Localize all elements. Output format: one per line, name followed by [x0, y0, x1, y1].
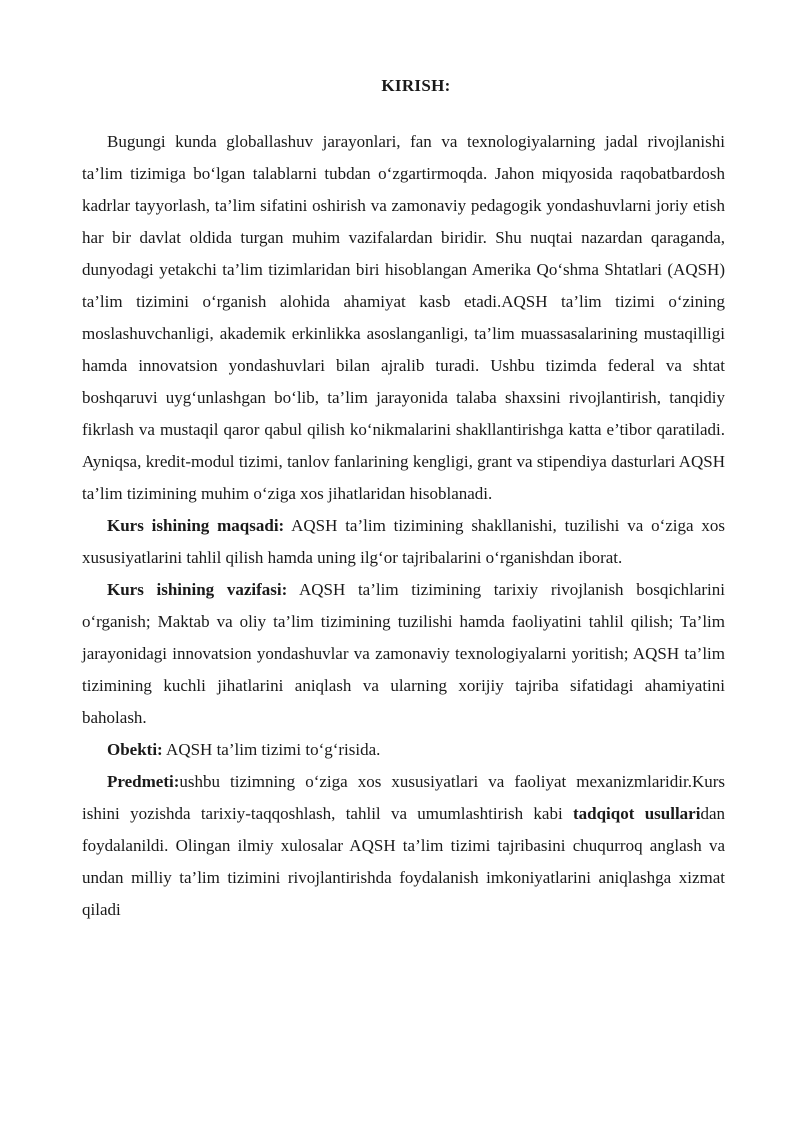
tasks-label: Kurs ishining vazifasi: [107, 580, 288, 599]
subject-label: Predmeti: [107, 772, 180, 791]
goal-paragraph [82, 510, 725, 574]
goal-text: AQSH ta’lim tizimining shakllanishi, tuzilishi va o‘ziga xos xususiyatlarini tahlil qilish hamda uning ilg‘or tajribalarini o‘rganishdan iborat. [82, 516, 725, 567]
tasks-paragraph [82, 574, 725, 734]
subject-paragraph [82, 766, 725, 926]
object-text: AQSH ta’lim tizimi to‘g‘risida. [162, 740, 381, 759]
document-body [82, 126, 725, 926]
subject-text-after: dan foydalanildi. Olingan ilmiy xulosalar AQSH ta’lim tizimi tajribasini chuqurroq anglash va undan milliy ta’lim tizimini rivojlantirishda foydalanish imkoniyatlarini aniqlashga xizmat qiladi [82, 804, 725, 919]
subject-text-before: ushbu tizimning o‘ziga xos xususiyatlari va faoliyat mexanizmlaridir.Kurs ishini yozishda tarixiy-taqqoshlash, tahlil va umumlashtirish kabi [82, 772, 725, 823]
intro-paragraph: Bugungi kunda globallashuv jarayonlari, fan va texnologiyalarning jadal rivojlanishi ta’lim tizimiga bo‘lgan talablarni tubdan o‘zgartirmoqda. Jahon miqyosida raqobatbardosh kadrlar tayyorlash, ta’lim sifatini oshirish va zamonaviy pedagogik yondashuvlarni joriy etish har bir davlat oldida turgan muhim vazifalardan biridir. Shu nuqtai nazardan qaraganda, dunyodagi yetakchi ta’lim tizimlaridan biri hisoblangan Amerika Qo‘shma Shtatlari (AQSH) ta’lim tizimini o‘rganish alohida ahamiyat kasb etadi.AQSH ta’lim tizimi o‘zining moslashuvchanligi, akademik erkinlikka asoslanganligi, ta’lim muassasalarining mustaqilligi hamda innovatsion yondashuvlari bilan ajralib turadi. Ushbu tizimda federal va shtat boshqaruvi uyg‘unlashgan bo‘lib, ta’lim jarayonida talaba shaxsini rivojlantirish, tanqidiy fikrlash va mustaqil qaror qabul qilish ko‘nikmalarini shakllantirishga katta e’tibor qaratiladi. Ayniqsa, kredit-modul tizimi, tanlov fanlarining kengligi, grant va stipendiya dasturlari AQSH ta’lim tizimining muhim o‘ziga xos jihatlaridan hisoblanadi. [82, 132, 725, 503]
goal-label: Kurs ishining maqsadi: [107, 516, 285, 535]
object-label: Obekti: [107, 740, 163, 759]
object-paragraph [82, 734, 725, 766]
tasks-text: AQSH ta’lim tizimining tarixiy rivojlanish bosqichlarini o‘rganish; Maktab va oliy ta’lim tizimining tuzilishi hamda faoliyatini tahlil qilish; Ta’lim jarayonidagi innovatsion yondashuvlar va zamonaviy texnologiyalarni yoritish; AQSH ta’lim tizimining kuchli jihatlarini aniqlash va ularning xorijiy tajriba sifatidagi ahamiyatini baholash. [82, 580, 725, 727]
research-methods-label: tadqiqot usullari [572, 804, 701, 823]
page-title: KIRISH: [381, 76, 451, 95]
